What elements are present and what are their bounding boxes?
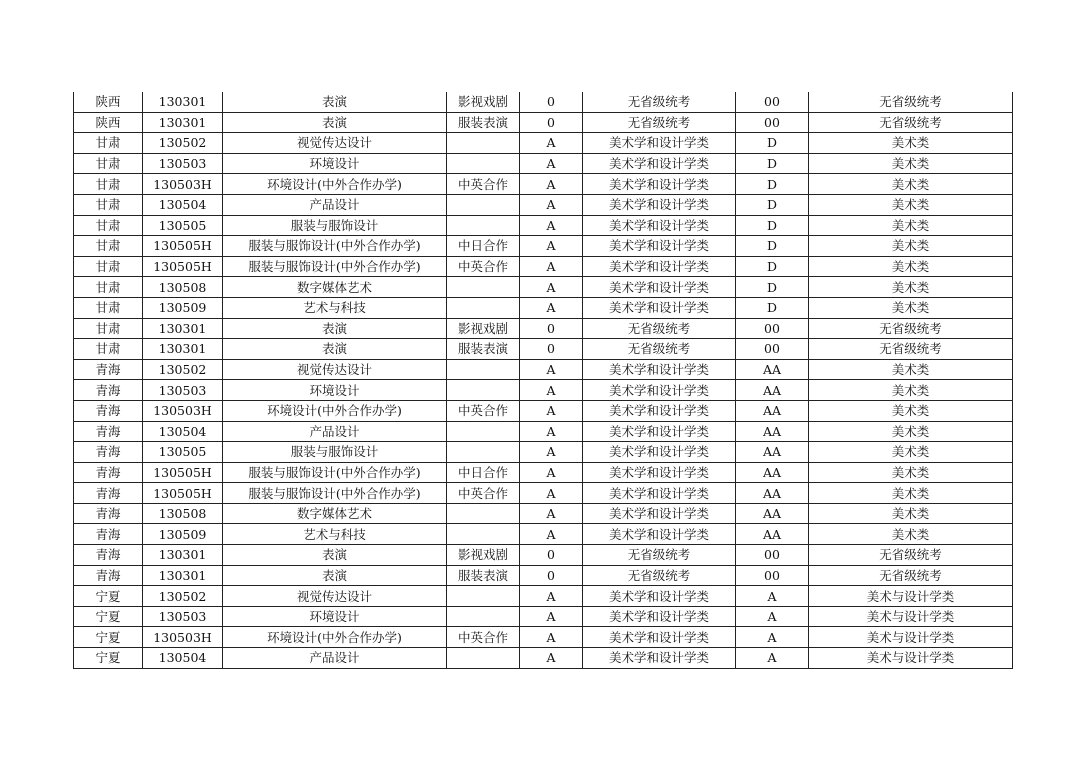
- level-code-cell: A: [736, 627, 809, 648]
- direction-cell: 中日合作: [447, 462, 520, 483]
- category-code-cell: A: [520, 442, 583, 463]
- code-cell: 130508: [143, 503, 223, 524]
- level-code-cell: A: [736, 648, 809, 669]
- table-row: [74, 112, 1013, 133]
- code-cell: 130503: [143, 153, 223, 174]
- exam-type-cell: 美术学和设计学类: [583, 380, 736, 401]
- exam-type-cell: 无省级统考: [583, 545, 736, 566]
- category-cell: 美术类: [809, 174, 1013, 195]
- table-row: [74, 606, 1013, 627]
- exam-type-cell: 无省级统考: [583, 339, 736, 360]
- table-row: [74, 133, 1013, 154]
- category-cell: 美术与设计学类: [809, 648, 1013, 669]
- level-code-cell: A: [736, 606, 809, 627]
- table-row: [74, 92, 1013, 112]
- level-code-cell: 00: [736, 92, 809, 112]
- category-cell: 美术类: [809, 277, 1013, 298]
- exam-type-cell: 美术学和设计学类: [583, 133, 736, 154]
- category-cell: 无省级统考: [809, 92, 1013, 112]
- direction-cell: 中英合作: [447, 174, 520, 195]
- code-cell: 130503H: [143, 400, 223, 421]
- exam-type-cell: 美术学和设计学类: [583, 359, 736, 380]
- category-cell: 美术类: [809, 194, 1013, 215]
- major-cell: 环境设计: [223, 606, 447, 627]
- table-body: [74, 92, 1013, 668]
- exam-type-cell: 无省级统考: [583, 318, 736, 339]
- major-cell: 环境设计(中外合作办学): [223, 174, 447, 195]
- direction-cell: 服装表演: [447, 112, 520, 133]
- direction-cell: [447, 524, 520, 545]
- level-code-cell: D: [736, 174, 809, 195]
- table-row: [74, 297, 1013, 318]
- exam-type-cell: 美术学和设计学类: [583, 256, 736, 277]
- major-cell: 艺术与科技: [223, 297, 447, 318]
- province-cell: 甘肃: [74, 277, 143, 298]
- code-cell: 130301: [143, 339, 223, 360]
- exam-type-cell: 美术学和设计学类: [583, 586, 736, 607]
- direction-cell: 影视戏剧: [447, 318, 520, 339]
- major-cell: 表演: [223, 545, 447, 566]
- exam-type-cell: 美术学和设计学类: [583, 153, 736, 174]
- table-row: [74, 236, 1013, 257]
- exam-type-cell: 美术学和设计学类: [583, 215, 736, 236]
- direction-cell: [447, 277, 520, 298]
- exam-type-cell: 美术学和设计学类: [583, 503, 736, 524]
- province-cell: 青海: [74, 483, 143, 504]
- category-cell: 美术类: [809, 359, 1013, 380]
- province-cell: 宁夏: [74, 606, 143, 627]
- major-cell: 环境设计: [223, 153, 447, 174]
- direction-cell: 中英合作: [447, 400, 520, 421]
- major-cell: 表演: [223, 339, 447, 360]
- table-row: [74, 503, 1013, 524]
- table-row: [74, 256, 1013, 277]
- level-code-cell: D: [736, 153, 809, 174]
- category-code-cell: A: [520, 277, 583, 298]
- major-cell: 服装与服饰设计(中外合作办学): [223, 462, 447, 483]
- level-code-cell: 00: [736, 545, 809, 566]
- direction-cell: 中日合作: [447, 236, 520, 257]
- code-cell: 130505: [143, 215, 223, 236]
- level-code-cell: D: [736, 236, 809, 257]
- category-code-cell: A: [520, 627, 583, 648]
- province-cell: 甘肃: [74, 318, 143, 339]
- category-code-cell: 0: [520, 565, 583, 586]
- major-cell: 视觉传达设计: [223, 359, 447, 380]
- code-cell: 130505H: [143, 483, 223, 504]
- category-cell: 美术类: [809, 236, 1013, 257]
- category-cell: 美术类: [809, 462, 1013, 483]
- data-table: [73, 92, 1013, 669]
- province-cell: 青海: [74, 503, 143, 524]
- exam-type-cell: 美术学和设计学类: [583, 524, 736, 545]
- category-code-cell: A: [520, 462, 583, 483]
- category-code-cell: A: [520, 524, 583, 545]
- code-cell: 130301: [143, 92, 223, 112]
- level-code-cell: AA: [736, 400, 809, 421]
- table-row: [74, 194, 1013, 215]
- code-cell: 130505: [143, 442, 223, 463]
- direction-cell: [447, 153, 520, 174]
- province-cell: 青海: [74, 421, 143, 442]
- level-code-cell: AA: [736, 359, 809, 380]
- level-code-cell: D: [736, 215, 809, 236]
- category-cell: 无省级统考: [809, 565, 1013, 586]
- province-cell: 甘肃: [74, 215, 143, 236]
- direction-cell: [447, 380, 520, 401]
- category-code-cell: A: [520, 648, 583, 669]
- code-cell: 130503H: [143, 174, 223, 195]
- category-code-cell: A: [520, 133, 583, 154]
- table-row: [74, 627, 1013, 648]
- category-code-cell: 0: [520, 339, 583, 360]
- direction-cell: 影视戏剧: [447, 92, 520, 112]
- major-cell: 产品设计: [223, 421, 447, 442]
- level-code-cell: D: [736, 297, 809, 318]
- category-code-cell: A: [520, 359, 583, 380]
- table-row: [74, 462, 1013, 483]
- province-cell: 甘肃: [74, 339, 143, 360]
- code-cell: 130505H: [143, 462, 223, 483]
- major-cell: 艺术与科技: [223, 524, 447, 545]
- major-cell: 表演: [223, 565, 447, 586]
- level-code-cell: D: [736, 277, 809, 298]
- table-row: [74, 648, 1013, 669]
- category-cell: 美术类: [809, 421, 1013, 442]
- category-code-cell: A: [520, 256, 583, 277]
- category-code-cell: A: [520, 297, 583, 318]
- category-code-cell: A: [520, 503, 583, 524]
- province-cell: 宁夏: [74, 586, 143, 607]
- category-cell: 无省级统考: [809, 339, 1013, 360]
- exam-type-cell: 美术学和设计学类: [583, 297, 736, 318]
- province-cell: 宁夏: [74, 627, 143, 648]
- province-cell: 陕西: [74, 112, 143, 133]
- category-code-cell: 0: [520, 318, 583, 339]
- category-code-cell: A: [520, 236, 583, 257]
- level-code-cell: 00: [736, 318, 809, 339]
- category-cell: 美术类: [809, 400, 1013, 421]
- table-row: [74, 421, 1013, 442]
- direction-cell: 中英合作: [447, 627, 520, 648]
- table-row: [74, 339, 1013, 360]
- table-row: [74, 153, 1013, 174]
- table-row: [74, 380, 1013, 401]
- province-cell: 甘肃: [74, 297, 143, 318]
- category-code-cell: A: [520, 586, 583, 607]
- province-cell: 甘肃: [74, 256, 143, 277]
- exam-type-cell: 无省级统考: [583, 112, 736, 133]
- direction-cell: [447, 421, 520, 442]
- code-cell: 130504: [143, 648, 223, 669]
- code-cell: 130301: [143, 112, 223, 133]
- table-row: [74, 524, 1013, 545]
- level-code-cell: D: [736, 133, 809, 154]
- direction-cell: [447, 215, 520, 236]
- direction-cell: 中英合作: [447, 256, 520, 277]
- code-cell: 130505H: [143, 256, 223, 277]
- major-cell: 表演: [223, 92, 447, 112]
- code-cell: 130503H: [143, 627, 223, 648]
- category-code-cell: A: [520, 400, 583, 421]
- province-cell: 甘肃: [74, 153, 143, 174]
- direction-cell: [447, 586, 520, 607]
- direction-cell: [447, 297, 520, 318]
- code-cell: 130301: [143, 318, 223, 339]
- code-cell: 130301: [143, 545, 223, 566]
- category-cell: 无省级统考: [809, 318, 1013, 339]
- exam-type-cell: 美术学和设计学类: [583, 400, 736, 421]
- major-cell: 服装与服饰设计(中外合作办学): [223, 256, 447, 277]
- exam-type-cell: 无省级统考: [583, 92, 736, 112]
- category-code-cell: A: [520, 215, 583, 236]
- direction-cell: 服装表演: [447, 339, 520, 360]
- direction-cell: 服装表演: [447, 565, 520, 586]
- province-cell: 陕西: [74, 92, 143, 112]
- category-cell: 美术类: [809, 380, 1013, 401]
- major-cell: 环境设计: [223, 380, 447, 401]
- level-code-cell: AA: [736, 442, 809, 463]
- major-cell: 服装与服饰设计(中外合作办学): [223, 236, 447, 257]
- major-cell: 环境设计(中外合作办学): [223, 627, 447, 648]
- category-code-cell: A: [520, 606, 583, 627]
- direction-cell: [447, 359, 520, 380]
- major-cell: 表演: [223, 318, 447, 339]
- level-code-cell: 00: [736, 112, 809, 133]
- code-cell: 130504: [143, 421, 223, 442]
- exam-type-cell: 美术学和设计学类: [583, 442, 736, 463]
- code-cell: 130508: [143, 277, 223, 298]
- province-cell: 甘肃: [74, 174, 143, 195]
- exam-type-cell: 美术学和设计学类: [583, 277, 736, 298]
- major-cell: 服装与服饰设计: [223, 442, 447, 463]
- category-cell: 美术与设计学类: [809, 586, 1013, 607]
- category-cell: 美术与设计学类: [809, 606, 1013, 627]
- level-code-cell: 00: [736, 565, 809, 586]
- province-cell: 宁夏: [74, 648, 143, 669]
- code-cell: 130509: [143, 297, 223, 318]
- province-cell: 青海: [74, 380, 143, 401]
- table-row: [74, 359, 1013, 380]
- category-cell: 美术类: [809, 503, 1013, 524]
- major-cell: 数字媒体艺术: [223, 277, 447, 298]
- major-cell: 视觉传达设计: [223, 133, 447, 154]
- direction-cell: 影视戏剧: [447, 545, 520, 566]
- major-cell: 产品设计: [223, 194, 447, 215]
- code-cell: 130301: [143, 565, 223, 586]
- direction-cell: [447, 503, 520, 524]
- table-row: [74, 442, 1013, 463]
- major-cell: 服装与服饰设计(中外合作办学): [223, 483, 447, 504]
- province-cell: 甘肃: [74, 133, 143, 154]
- level-code-cell: AA: [736, 421, 809, 442]
- direction-cell: [447, 606, 520, 627]
- category-code-cell: A: [520, 421, 583, 442]
- exam-type-cell: 美术学和设计学类: [583, 648, 736, 669]
- direction-cell: [447, 194, 520, 215]
- level-code-cell: D: [736, 194, 809, 215]
- province-cell: 青海: [74, 524, 143, 545]
- category-cell: 美术类: [809, 153, 1013, 174]
- level-code-cell: AA: [736, 462, 809, 483]
- province-cell: 甘肃: [74, 194, 143, 215]
- table-row: [74, 545, 1013, 566]
- category-code-cell: A: [520, 174, 583, 195]
- exam-type-cell: 美术学和设计学类: [583, 194, 736, 215]
- exam-type-cell: 美术学和设计学类: [583, 174, 736, 195]
- code-cell: 130502: [143, 359, 223, 380]
- direction-cell: [447, 648, 520, 669]
- exam-type-cell: 美术学和设计学类: [583, 462, 736, 483]
- major-cell: 视觉传达设计: [223, 586, 447, 607]
- major-cell: 环境设计(中外合作办学): [223, 400, 447, 421]
- province-cell: 青海: [74, 359, 143, 380]
- category-cell: 美术与设计学类: [809, 627, 1013, 648]
- exam-type-cell: 美术学和设计学类: [583, 627, 736, 648]
- category-cell: 美术类: [809, 442, 1013, 463]
- code-cell: 130502: [143, 586, 223, 607]
- table-row: [74, 174, 1013, 195]
- level-code-cell: AA: [736, 524, 809, 545]
- province-cell: 甘肃: [74, 236, 143, 257]
- category-code-cell: 0: [520, 112, 583, 133]
- major-cell: 服装与服饰设计: [223, 215, 447, 236]
- category-code-cell: A: [520, 153, 583, 174]
- table-row: [74, 215, 1013, 236]
- category-cell: 美术类: [809, 256, 1013, 277]
- category-code-cell: 0: [520, 545, 583, 566]
- major-cell: 表演: [223, 112, 447, 133]
- major-cell: 产品设计: [223, 648, 447, 669]
- category-cell: 无省级统考: [809, 545, 1013, 566]
- code-cell: 130503: [143, 380, 223, 401]
- code-cell: 130505H: [143, 236, 223, 257]
- code-cell: 130502: [143, 133, 223, 154]
- province-cell: 青海: [74, 442, 143, 463]
- category-cell: 美术类: [809, 215, 1013, 236]
- direction-cell: [447, 133, 520, 154]
- category-cell: 美术类: [809, 297, 1013, 318]
- province-cell: 青海: [74, 400, 143, 421]
- direction-cell: [447, 442, 520, 463]
- province-cell: 青海: [74, 462, 143, 483]
- major-cell: 数字媒体艺术: [223, 503, 447, 524]
- code-cell: 130509: [143, 524, 223, 545]
- exam-type-cell: 美术学和设计学类: [583, 483, 736, 504]
- category-cell: 无省级统考: [809, 112, 1013, 133]
- category-code-cell: A: [520, 380, 583, 401]
- category-code-cell: A: [520, 194, 583, 215]
- category-cell: 美术类: [809, 524, 1013, 545]
- level-code-cell: AA: [736, 380, 809, 401]
- code-cell: 130503: [143, 606, 223, 627]
- table-row: [74, 400, 1013, 421]
- level-code-cell: A: [736, 586, 809, 607]
- level-code-cell: D: [736, 256, 809, 277]
- category-cell: 美术类: [809, 483, 1013, 504]
- province-cell: 青海: [74, 545, 143, 566]
- level-code-cell: AA: [736, 483, 809, 504]
- level-code-cell: AA: [736, 503, 809, 524]
- exam-type-cell: 美术学和设计学类: [583, 236, 736, 257]
- table-row: [74, 318, 1013, 339]
- category-code-cell: 0: [520, 92, 583, 112]
- table-row: [74, 586, 1013, 607]
- category-code-cell: A: [520, 483, 583, 504]
- category-cell: 美术类: [809, 133, 1013, 154]
- code-cell: 130504: [143, 194, 223, 215]
- exam-type-cell: 美术学和设计学类: [583, 421, 736, 442]
- province-cell: 青海: [74, 565, 143, 586]
- table-row: [74, 277, 1013, 298]
- exam-type-cell: 无省级统考: [583, 565, 736, 586]
- table-row: [74, 565, 1013, 586]
- table-row: [74, 483, 1013, 504]
- level-code-cell: 00: [736, 339, 809, 360]
- direction-cell: 中英合作: [447, 483, 520, 504]
- exam-type-cell: 美术学和设计学类: [583, 606, 736, 627]
